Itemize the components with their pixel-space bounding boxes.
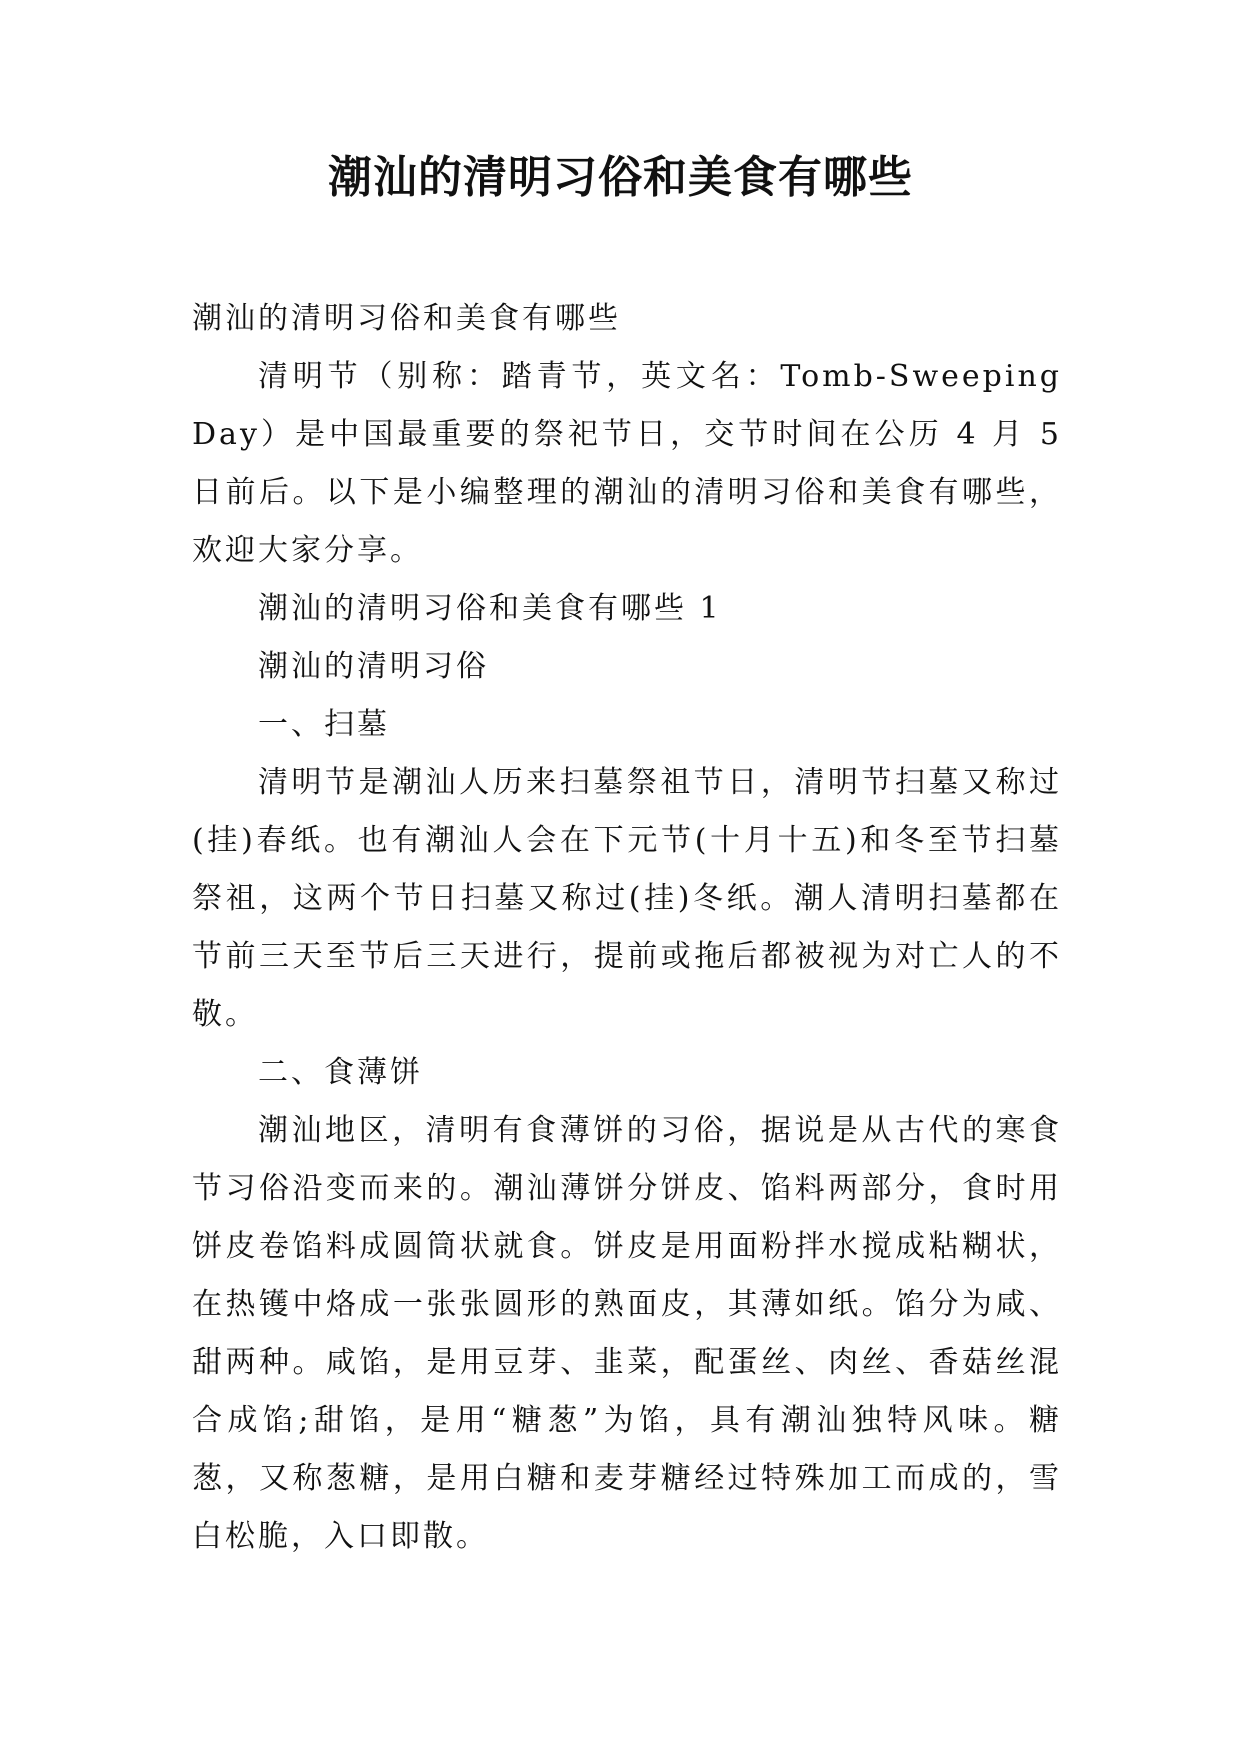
paragraph-subtitle: 潮汕的清明习俗和美食有哪些 <box>192 301 621 336</box>
document-title: 潮汕的清明习俗和美食有哪些 <box>328 152 913 203</box>
section-heading: 潮汕的清明习俗和美食有哪些 1 <box>258 591 722 626</box>
item-heading-sweeping: 一、扫墓 <box>258 707 390 742</box>
paragraph-sweeping: 清明节是潮汕人历来扫墓祭祖节日，清明节扫墓又称过(挂)春纸。也有潮汕人会在下元节(十月十五)和冬至节扫墓祭祖，这两个节日扫墓又称过(挂)冬纸。潮人清明扫墓都在节前三天至节后三天进行，提前或拖后都被视为对亡人的不敬。 <box>192 765 1062 1032</box>
document-body <box>192 290 1062 1566</box>
item-heading-thin-pancake: 二、食薄饼 <box>258 1055 423 1090</box>
subsection-heading: 潮汕的清明习俗 <box>258 649 489 684</box>
paragraph-intro: 清明节（别称：踏青节，英文名：Tomb-Sweeping Day）是中国最重要的祭祀节日，交节时间在公历 4 月 5 日前后。以下是小编整理的潮汕的清明习俗和美食有哪些，欢迎大家分享。 <box>192 359 1062 568</box>
paragraph-thin-pancake: 潮汕地区，清明有食薄饼的习俗，据说是从古代的寒食节习俗沿变而来的。潮汕薄饼分饼皮、馅料两部分，食时用饼皮卷馅料成圆筒状就食。饼皮是用面粉拌水搅成粘糊状，在热镬中烙成一张张圆形的熟面皮，其薄如纸。馅分为咸、甜两种。咸馅，是用豆芽、韭菜，配蛋丝、肉丝、香菇丝混合成馅;甜馅，是用“糖葱”为馅，具有潮汕独特风味。糖葱，又称葱糖，是用白糖和麦芽糖经过特殊加工而成的，雪白松脆，入口即散。 <box>192 1113 1062 1554</box>
